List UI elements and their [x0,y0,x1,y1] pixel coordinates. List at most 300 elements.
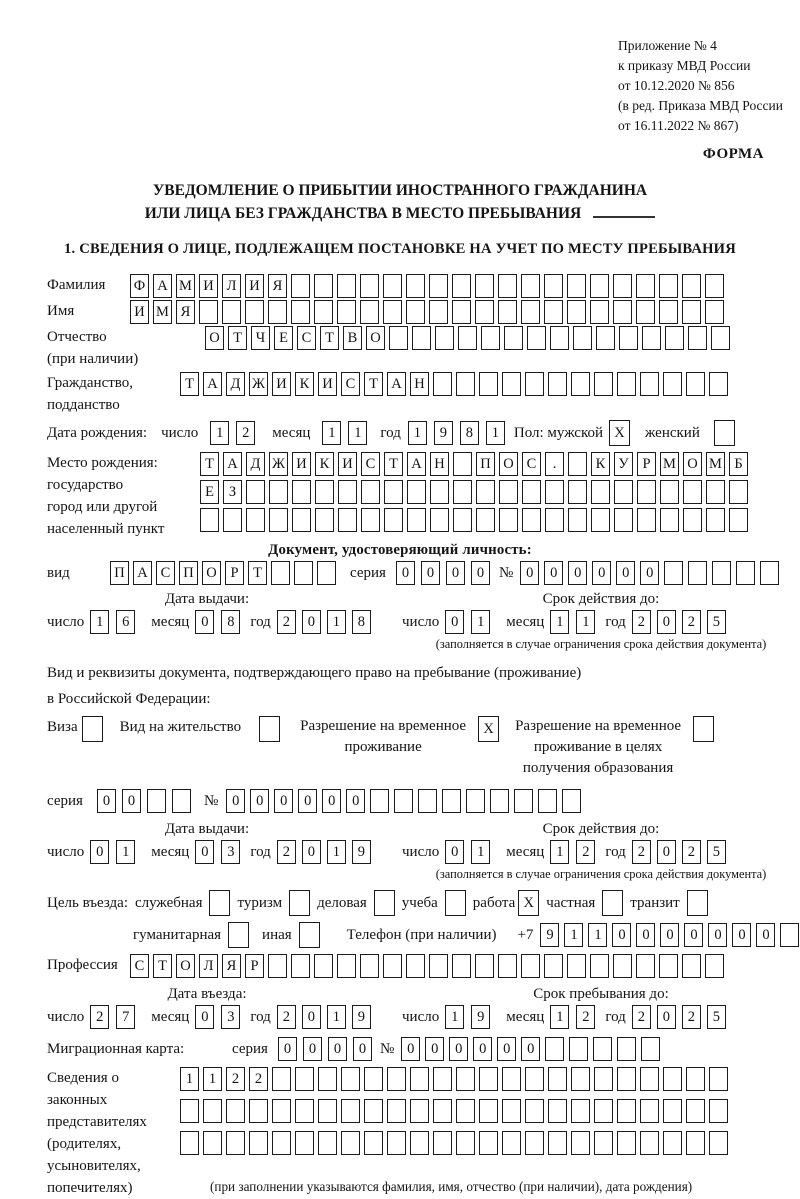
char-box[interactable] [545,1037,564,1061]
char-box[interactable] [318,1099,337,1123]
char-box[interactable]: Ч [251,326,270,350]
char-box[interactable] [663,1099,682,1123]
char-box[interactable] [341,1067,360,1091]
char-box[interactable] [199,300,218,324]
char-box[interactable] [314,274,333,298]
char-box[interactable] [245,300,264,324]
char-box[interactable]: 8 [352,610,371,634]
char-box[interactable]: А [203,372,222,396]
char-box[interactable]: У [614,452,633,476]
char-box[interactable] [544,954,563,978]
char-box[interactable] [642,326,661,350]
char-box[interactable]: Е [274,326,293,350]
char-box[interactable] [406,954,425,978]
char-box[interactable]: З [223,480,242,504]
char-box[interactable] [452,954,471,978]
char-box[interactable] [498,954,517,978]
char-box[interactable] [475,954,494,978]
char-box[interactable] [619,326,638,350]
char-box[interactable]: 0 [497,1037,516,1061]
char-box[interactable] [338,480,357,504]
char-box[interactable] [571,1099,590,1123]
char-box[interactable]: Р [637,452,656,476]
char-box[interactable]: 0 [708,923,727,947]
char-box[interactable]: 0 [302,1005,321,1029]
char-box[interactable] [456,372,475,396]
char-box[interactable] [514,789,533,813]
char-box[interactable] [617,1099,636,1123]
char-box[interactable]: Т [320,326,339,350]
char-box[interactable] [180,1099,199,1123]
char-box[interactable] [476,480,495,504]
char-box[interactable] [636,274,655,298]
char-box[interactable] [594,372,613,396]
char-box[interactable]: 2 [682,840,701,864]
char-box[interactable]: И [292,452,311,476]
char-box[interactable] [617,1131,636,1155]
char-box[interactable] [272,1099,291,1123]
char-box[interactable] [442,789,461,813]
char-box[interactable] [502,1067,521,1091]
char-box[interactable]: И [272,372,291,396]
char-box[interactable] [430,480,449,504]
char-box[interactable] [429,954,448,978]
char-box[interactable] [544,274,563,298]
checkbox-male[interactable]: X [609,420,630,446]
char-box[interactable] [456,1131,475,1155]
char-box[interactable]: И [318,372,337,396]
char-box[interactable]: 0 [449,1037,468,1061]
char-box[interactable]: Т [200,452,219,476]
char-box[interactable]: 0 [302,610,321,634]
char-box[interactable] [337,300,356,324]
char-box[interactable] [295,1067,314,1091]
char-box[interactable] [706,508,725,532]
char-box[interactable] [688,561,707,585]
char-box[interactable]: 8 [221,610,240,634]
char-box[interactable] [573,326,592,350]
char-box[interactable] [246,480,265,504]
char-box[interactable]: 0 [473,1037,492,1061]
char-box[interactable] [476,508,495,532]
char-box[interactable] [435,326,454,350]
char-box[interactable]: Т [180,372,199,396]
char-box[interactable] [269,480,288,504]
char-box[interactable] [361,480,380,504]
char-box[interactable] [659,274,678,298]
char-box[interactable]: 1 [322,421,341,445]
char-box[interactable]: О [176,954,195,978]
char-box[interactable] [568,480,587,504]
checkbox-other[interactable] [299,922,320,948]
char-box[interactable] [686,1131,705,1155]
char-box[interactable] [318,1067,337,1091]
char-box[interactable]: 0 [592,561,611,585]
checkbox-private[interactable] [602,890,623,916]
char-box[interactable] [571,1067,590,1091]
char-box[interactable]: Т [364,372,383,396]
char-box[interactable]: 0 [657,840,676,864]
char-box[interactable]: М [660,452,679,476]
char-box[interactable] [548,1067,567,1091]
char-box[interactable]: Р [225,561,244,585]
char-box[interactable]: 0 [684,923,703,947]
char-box[interactable] [479,372,498,396]
char-box[interactable]: М [153,300,172,324]
char-box[interactable]: 1 [327,840,346,864]
char-box[interactable] [682,954,701,978]
char-box[interactable] [364,1131,383,1155]
char-box[interactable] [433,372,452,396]
char-box[interactable]: 0 [445,610,464,634]
char-box[interactable]: 2 [576,1005,595,1029]
char-box[interactable] [760,561,779,585]
char-box[interactable]: 0 [732,923,751,947]
char-box[interactable] [499,480,518,504]
char-box[interactable] [269,508,288,532]
char-box[interactable] [682,274,701,298]
char-box[interactable]: 0 [521,1037,540,1061]
char-box[interactable] [705,274,724,298]
char-box[interactable] [370,789,389,813]
char-box[interactable] [172,789,191,813]
char-box[interactable] [780,923,799,947]
char-box[interactable]: А [407,452,426,476]
char-box[interactable] [433,1099,452,1123]
char-box[interactable]: 2 [226,1067,245,1091]
char-box[interactable]: С [361,452,380,476]
char-box[interactable] [453,480,472,504]
char-box[interactable]: С [522,452,541,476]
char-box[interactable]: 5 [707,1005,726,1029]
char-box[interactable] [458,326,477,350]
char-box[interactable]: А [153,274,172,298]
char-box[interactable]: Ж [249,372,268,396]
char-box[interactable] [613,954,632,978]
char-box[interactable]: О [499,452,518,476]
char-box[interactable] [641,1037,660,1061]
char-box[interactable] [383,300,402,324]
char-box[interactable] [389,326,408,350]
char-box[interactable] [387,1099,406,1123]
char-box[interactable] [200,508,219,532]
char-box[interactable] [226,1131,245,1155]
char-box[interactable]: 0 [396,561,415,585]
char-box[interactable] [544,300,563,324]
char-box[interactable]: П [476,452,495,476]
char-box[interactable] [502,1131,521,1155]
char-box[interactable] [430,508,449,532]
char-box[interactable]: В [343,326,362,350]
char-box[interactable]: М [176,274,195,298]
char-box[interactable]: 0 [90,840,109,864]
char-box[interactable] [548,1099,567,1123]
char-box[interactable] [364,1099,383,1123]
char-box[interactable] [291,954,310,978]
char-box[interactable] [314,954,333,978]
char-box[interactable]: Я [222,954,241,978]
char-box[interactable] [249,1099,268,1123]
char-box[interactable] [481,326,500,350]
char-box[interactable] [591,480,610,504]
char-box[interactable] [686,372,705,396]
char-box[interactable]: 0 [756,923,775,947]
char-box[interactable] [249,1131,268,1155]
char-box[interactable] [591,508,610,532]
char-box[interactable]: Л [199,954,218,978]
char-box[interactable] [614,480,633,504]
char-box[interactable]: 1 [550,1005,569,1029]
checkbox-humanitarian[interactable] [228,922,249,948]
char-box[interactable] [452,274,471,298]
char-box[interactable]: 2 [236,421,255,445]
char-box[interactable] [147,789,166,813]
char-box[interactable] [456,1067,475,1091]
char-box[interactable]: 0 [445,840,464,864]
char-box[interactable] [659,954,678,978]
char-box[interactable] [617,372,636,396]
char-box[interactable]: 1 [564,923,583,947]
char-box[interactable]: 1 [576,610,595,634]
char-box[interactable]: 2 [632,1005,651,1029]
char-box[interactable]: Р [245,954,264,978]
char-box[interactable] [407,480,426,504]
checkbox-temp-residence-education[interactable] [693,716,714,742]
char-box[interactable] [341,1099,360,1123]
char-box[interactable]: П [179,561,198,585]
checkbox-visa[interactable] [82,716,103,742]
char-box[interactable]: 0 [657,1005,676,1029]
char-box[interactable]: 3 [221,1005,240,1029]
char-box[interactable]: 2 [632,610,651,634]
char-box[interactable]: 7 [116,1005,135,1029]
char-box[interactable] [525,1067,544,1091]
char-box[interactable] [271,561,290,585]
char-box[interactable]: К [591,452,610,476]
char-box[interactable] [453,508,472,532]
char-box[interactable]: 0 [657,610,676,634]
char-box[interactable] [640,1067,659,1091]
char-box[interactable]: 3 [221,840,240,864]
checkbox-transit[interactable] [687,890,708,916]
char-box[interactable] [453,452,472,476]
char-box[interactable] [433,1131,452,1155]
char-box[interactable]: О [202,561,221,585]
char-box[interactable] [291,274,310,298]
char-box[interactable]: 0 [195,1005,214,1029]
char-box[interactable]: 1 [210,421,229,445]
char-box[interactable] [315,508,334,532]
char-box[interactable]: 0 [328,1037,347,1061]
char-box[interactable]: 1 [550,840,569,864]
checkbox-study[interactable] [445,890,466,916]
char-box[interactable] [268,300,287,324]
char-box[interactable]: 1 [486,421,505,445]
char-box[interactable] [711,326,730,350]
char-box[interactable] [429,300,448,324]
char-box[interactable]: Ж [269,452,288,476]
char-box[interactable] [709,372,728,396]
char-box[interactable] [479,1099,498,1123]
char-box[interactable]: Д [226,372,245,396]
char-box[interactable]: 0 [303,1037,322,1061]
char-box[interactable]: Д [246,452,265,476]
char-box[interactable] [295,1099,314,1123]
char-box[interactable]: . [545,452,564,476]
char-box[interactable] [223,508,242,532]
char-box[interactable] [594,1131,613,1155]
char-box[interactable]: 2 [576,840,595,864]
char-box[interactable] [410,1099,429,1123]
char-box[interactable] [571,1131,590,1155]
char-box[interactable]: Ф [130,274,149,298]
char-box[interactable] [479,1067,498,1091]
char-box[interactable] [729,508,748,532]
char-box[interactable] [292,508,311,532]
char-box[interactable]: 1 [348,421,367,445]
char-box[interactable] [490,789,509,813]
char-box[interactable] [709,1131,728,1155]
char-box[interactable] [502,372,521,396]
char-box[interactable] [637,480,656,504]
char-box[interactable] [522,508,541,532]
char-box[interactable] [466,789,485,813]
char-box[interactable]: Е [200,480,219,504]
char-box[interactable]: 6 [116,610,135,634]
char-box[interactable] [568,508,587,532]
char-box[interactable]: 9 [540,923,559,947]
char-box[interactable] [640,1131,659,1155]
char-box[interactable] [272,1131,291,1155]
char-box[interactable] [712,561,731,585]
checkbox-temp-residence[interactable]: X [478,716,499,742]
char-box[interactable] [294,561,313,585]
char-box[interactable] [433,1067,452,1091]
char-box[interactable] [617,1037,636,1061]
char-box[interactable] [272,1067,291,1091]
char-box[interactable]: Т [228,326,247,350]
char-box[interactable]: А [223,452,242,476]
char-box[interactable] [407,508,426,532]
char-box[interactable] [550,326,569,350]
char-box[interactable]: 9 [434,421,453,445]
char-box[interactable] [406,274,425,298]
char-box[interactable] [594,1099,613,1123]
char-box[interactable] [268,954,287,978]
char-box[interactable] [360,954,379,978]
char-box[interactable] [498,300,517,324]
checkbox-business[interactable] [374,890,395,916]
char-box[interactable] [568,452,587,476]
checkbox-tourism[interactable] [289,890,310,916]
char-box[interactable]: 1 [471,610,490,634]
checkbox-female[interactable] [714,420,735,446]
char-box[interactable] [663,372,682,396]
char-box[interactable] [525,1131,544,1155]
char-box[interactable]: 2 [632,840,651,864]
char-box[interactable] [222,300,241,324]
char-box[interactable] [292,480,311,504]
char-box[interactable] [665,326,684,350]
char-box[interactable] [429,274,448,298]
char-box[interactable] [567,274,586,298]
char-box[interactable]: 0 [346,789,365,813]
char-box[interactable]: 0 [122,789,141,813]
char-box[interactable] [590,274,609,298]
char-box[interactable]: Л [222,274,241,298]
char-box[interactable] [663,1067,682,1091]
char-box[interactable] [410,1067,429,1091]
char-box[interactable]: 0 [421,561,440,585]
char-box[interactable] [364,1067,383,1091]
char-box[interactable]: С [297,326,316,350]
char-box[interactable]: С [341,372,360,396]
char-box[interactable] [394,789,413,813]
char-box[interactable]: К [295,372,314,396]
char-box[interactable]: 2 [277,840,296,864]
char-box[interactable] [475,300,494,324]
char-box[interactable] [360,274,379,298]
char-box[interactable] [590,954,609,978]
char-box[interactable]: 0 [250,789,269,813]
char-box[interactable] [315,480,334,504]
char-box[interactable]: 0 [278,1037,297,1061]
char-box[interactable] [660,508,679,532]
char-box[interactable] [545,508,564,532]
char-box[interactable]: 2 [277,1005,296,1029]
char-box[interactable]: 8 [460,421,479,445]
char-box[interactable]: Т [153,954,172,978]
char-box[interactable]: 1 [550,610,569,634]
char-box[interactable] [180,1131,199,1155]
char-box[interactable] [686,1067,705,1091]
char-box[interactable] [683,480,702,504]
checkbox-work[interactable]: X [518,890,539,916]
char-box[interactable]: 0 [298,789,317,813]
char-box[interactable]: 0 [353,1037,372,1061]
char-box[interactable] [318,1131,337,1155]
char-box[interactable] [659,300,678,324]
char-box[interactable]: Т [384,452,403,476]
char-box[interactable]: 9 [471,1005,490,1029]
char-box[interactable] [406,300,425,324]
char-box[interactable]: А [387,372,406,396]
char-box[interactable]: 5 [707,610,726,634]
char-box[interactable] [521,274,540,298]
char-box[interactable] [613,274,632,298]
char-box[interactable]: 1 [588,923,607,947]
char-box[interactable] [525,372,544,396]
char-box[interactable] [295,1131,314,1155]
char-box[interactable] [594,1067,613,1091]
char-box[interactable] [548,372,567,396]
char-box[interactable] [384,508,403,532]
char-box[interactable] [203,1131,222,1155]
char-box[interactable]: А [133,561,152,585]
char-box[interactable] [562,789,581,813]
char-box[interactable]: 0 [660,923,679,947]
char-box[interactable] [502,1099,521,1123]
char-box[interactable]: С [156,561,175,585]
char-box[interactable]: Б [729,452,748,476]
char-box[interactable] [688,326,707,350]
char-box[interactable] [736,561,755,585]
char-box[interactable]: 0 [322,789,341,813]
char-box[interactable]: Я [176,300,195,324]
char-box[interactable] [705,954,724,978]
char-box[interactable] [590,300,609,324]
char-box[interactable] [521,300,540,324]
